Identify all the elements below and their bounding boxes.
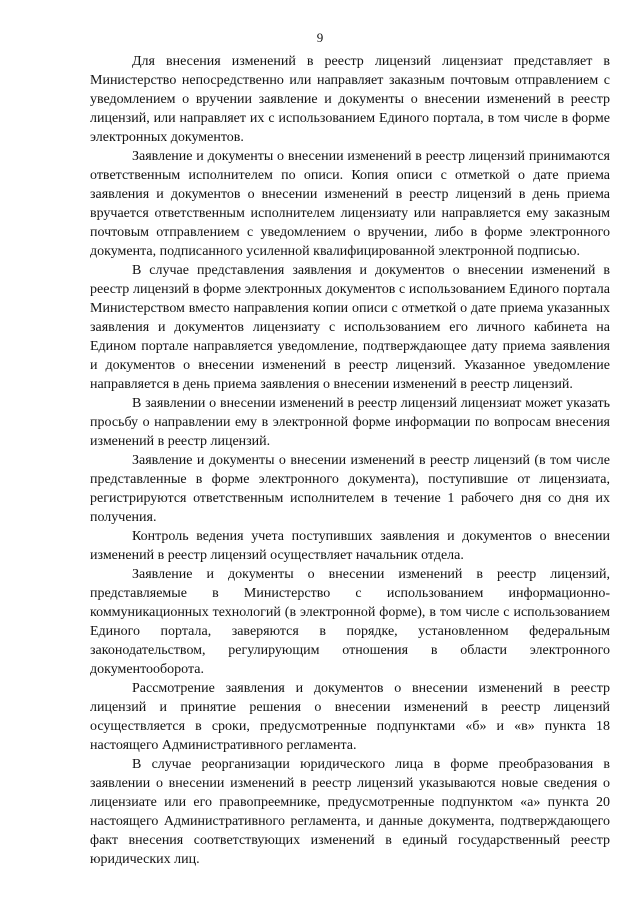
page-number: 9	[316, 30, 324, 45]
paragraph: В случае представления заявления и документов о внесении изменений в реестр лицензий в форме электронных документов с использованием Единого портала Министерством вместо направления копии описи с отметкой о дате приема указанных заявления и документов лицензиату с использованием его личного кабинета на Едином портале направляется уведомление, подтверждающее дату приема заявления и документов о внесении изменений в реестр лицензий. Указанное уведомление направляется в день приема заявления о внесении изменений в реестр лицензий.	[90, 263, 610, 392]
paragraph: В случае реорганизации юридического лица в форме преобразования в заявлении о внесении изменений в реестр лицензий указываются новые сведения о лицензиате или его правопреемнике, предусмотренные подпунктом «а» пункта 20 настоящего Административного регламента, и данные документа, подтверждающего факт внесения соответствующих изменений в единый государственный реестр юридических лиц.	[90, 757, 610, 867]
paragraph: В заявлении о внесении изменений в реестр лицензий лицензиат может указать просьбу о направлении ему в электронной форме информации по вопросам внесения изменений в реестр лицензий.	[90, 396, 610, 449]
paragraph: Контроль ведения учета поступивших заявления и документов о внесении изменений в реестр лицензий осуществляет начальник отдела.	[90, 529, 610, 563]
paragraph: Рассмотрение заявления и документов о внесении изменений в реестр лицензий и принятие решения о внесении изменений в реестр лицензий осуществляется в сроки, предусмотренные подпунктами «б» и «в» пункта 18 настоящего Административного регламента.	[90, 681, 610, 753]
paragraph: Заявление и документы о внесении изменений в реестр лицензий принимаются ответственным исполнителем по описи. Копия описи с отметкой о дате приема заявления и документов о внесении изменений в реестр лицензий в день приема вручается ответственным исполнителем лицензиату или направляется ему заказным почтовым отправлением с уведомлением о вручении, либо в форме электронного документа, подписанного усиленной квалифицированной электронной подписью.	[90, 149, 610, 259]
paragraph: Заявление и документы о внесении изменений в реестр лицензий (в том числе представленные в форме электронного документа), поступившие от лицензиата, регистрируются ответственным исполнителем в течение 1 рабочего дня со дня их получения.	[90, 453, 610, 525]
paragraph: Для внесения изменений в реестр лицензий лицензиат представляет в Министерство непосредственно или направляет заказным почтовым отправлением с уведомлением о вручении заявление и документы о внесении изменений в реестр лицензий, или направляет их с использованием Единого портала, в том числе в форме электронных документов.	[90, 54, 610, 145]
paragraph: Заявление и документы о внесении изменений в реестр лицензий, представляемые в Министерство с использованием информационно-коммуникационных технологий (в электронной форме), в том числе с использованием Единого портала, заверяются в порядке, установленном федеральным законодательством, регулирующим отношения в области электронного документооборота.	[90, 567, 610, 677]
document-body	[90, 52, 610, 869]
